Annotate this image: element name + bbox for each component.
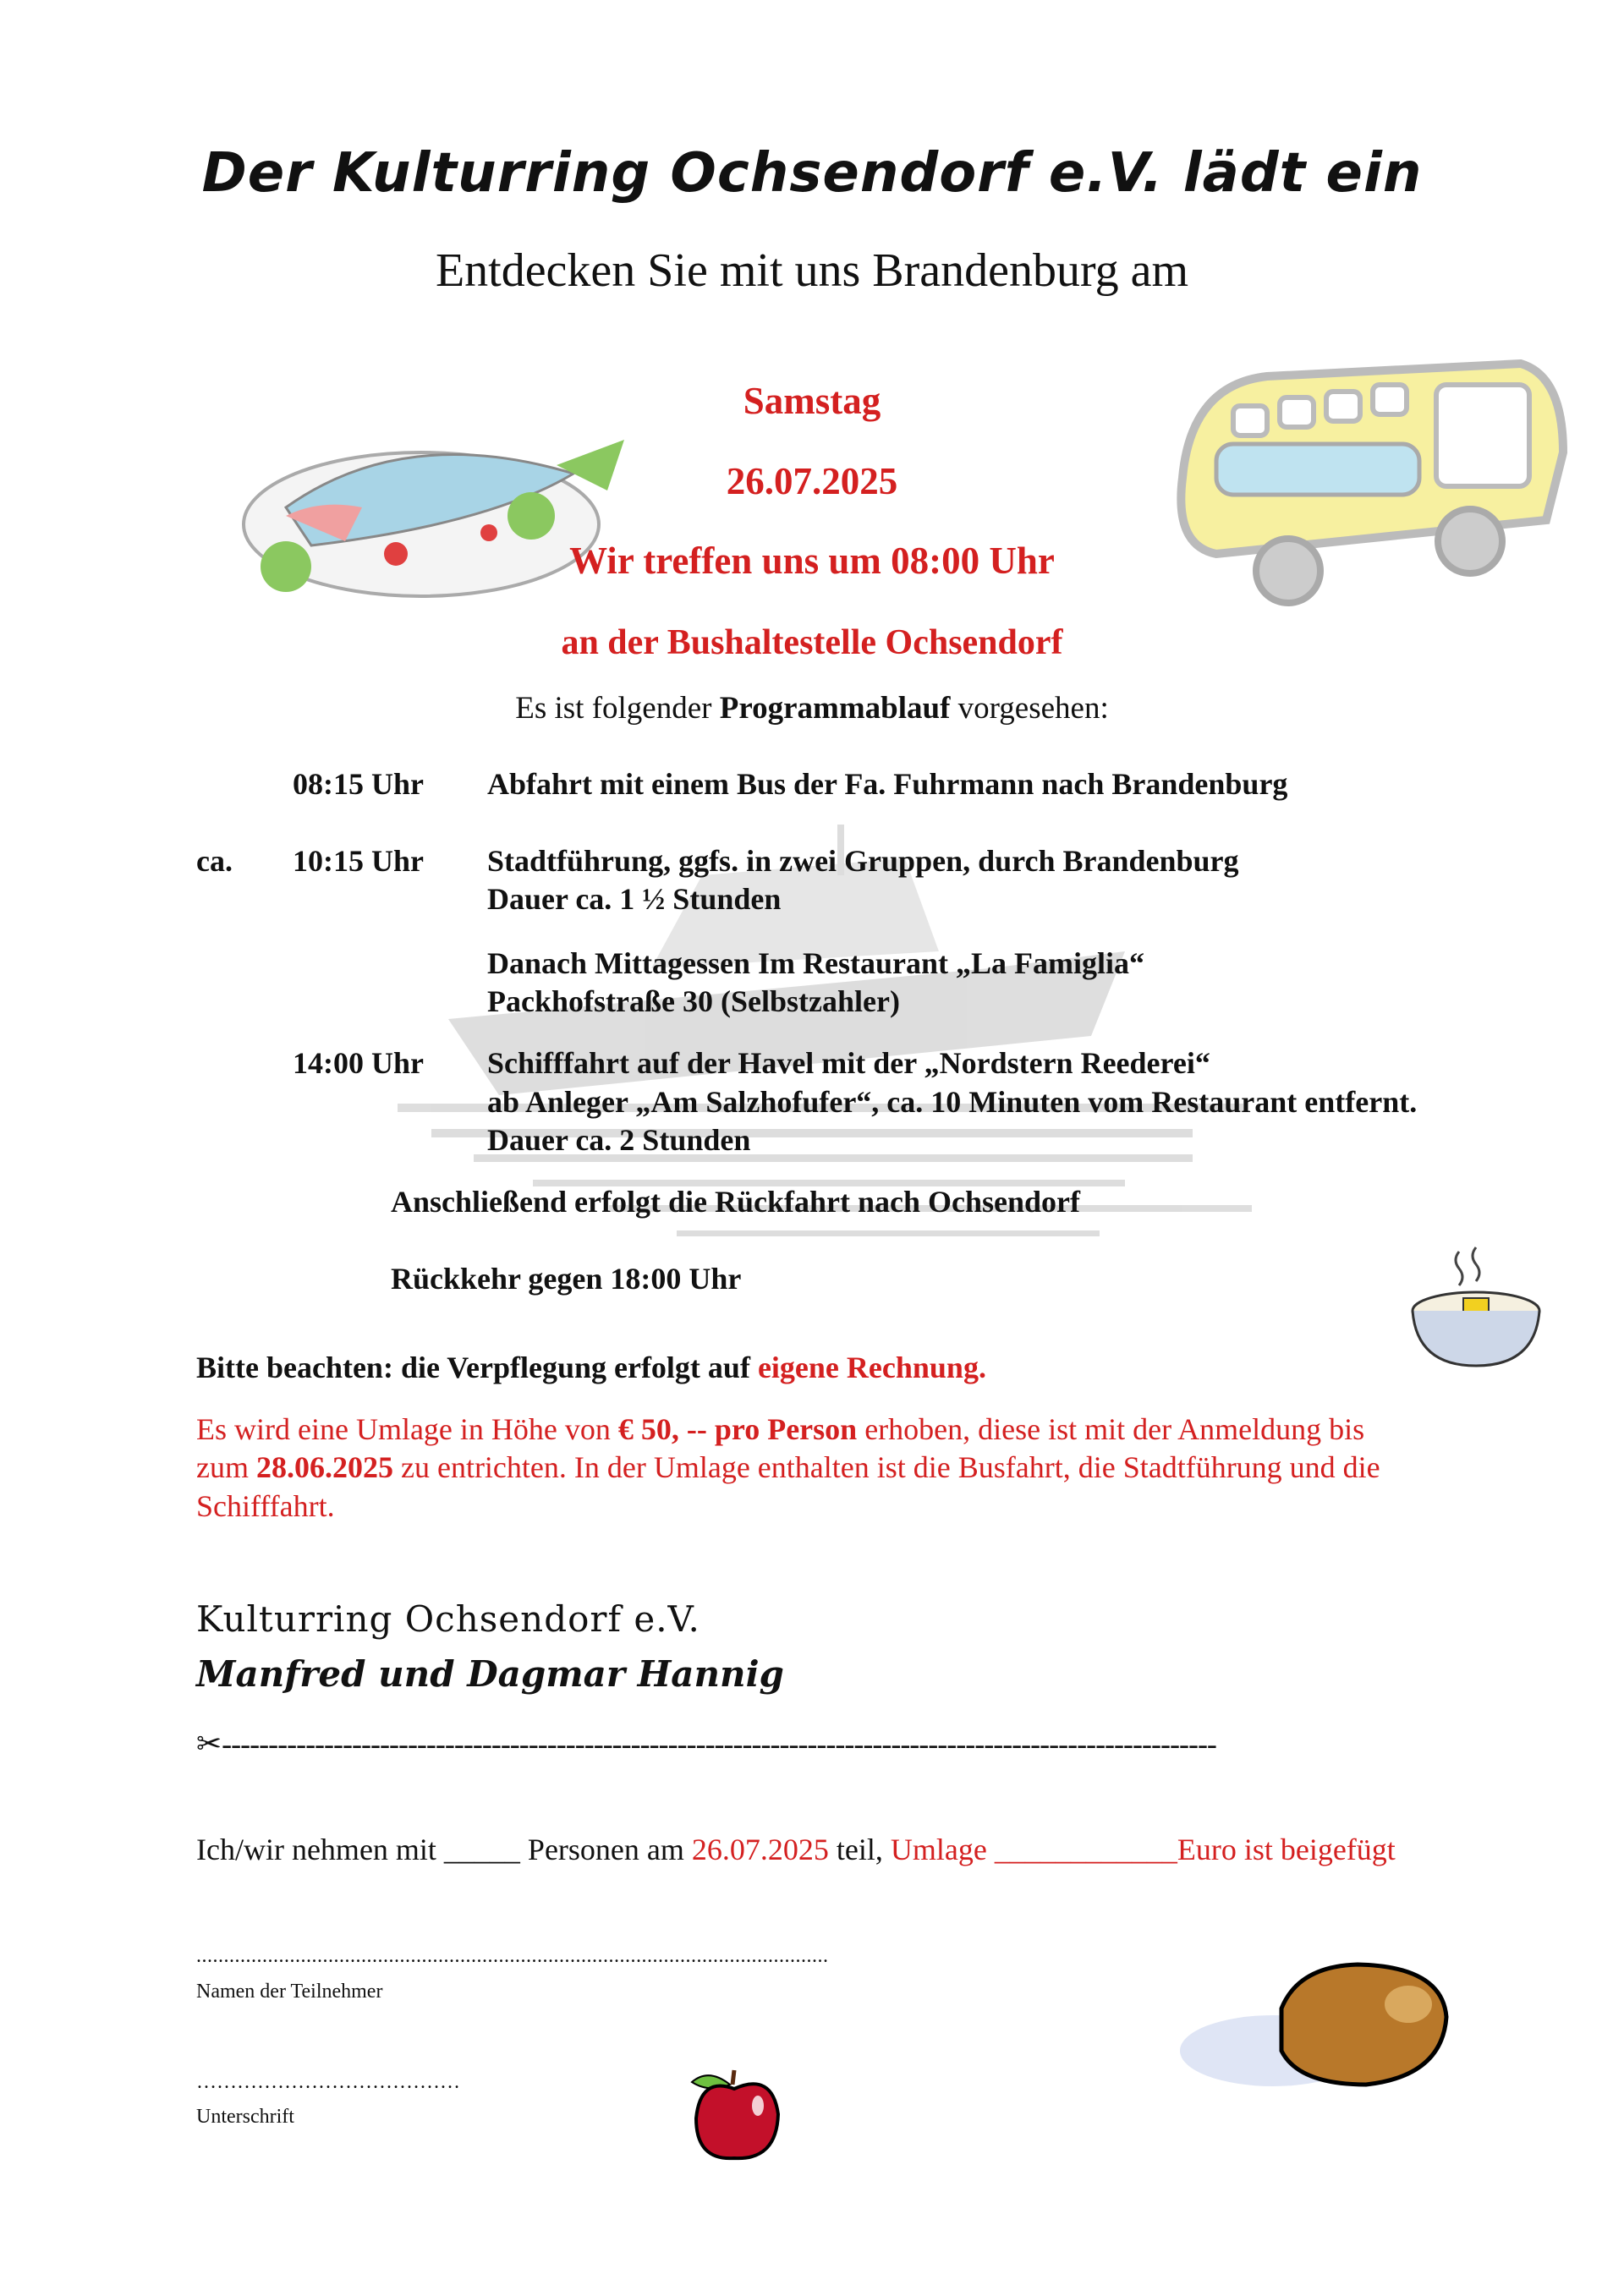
program-item-3-line-2: Packhofstraße 30 (Selbstzahler): [487, 984, 900, 1018]
program-item-2-line-2: Dauer ca. 1 ½ Stunden: [487, 882, 782, 916]
form-text: Umlage: [890, 1833, 995, 1866]
cut-dashes: -----------------------------------------------------------------------------------------------------------: [222, 1727, 1216, 1761]
potato-image: [1180, 1958, 1459, 2093]
program-time-1: 08:15 Uhr: [293, 767, 424, 801]
fee-amount: € 50, -- pro Person: [617, 1412, 858, 1446]
fee-text: zum: [196, 1450, 256, 1484]
note-highlight: eigene Rechnung.: [757, 1351, 986, 1384]
program-item-2-line-1: Stadtführung, ggfs. in zwei Gruppen, durch Brandenburg: [487, 844, 1239, 878]
participant-names-label: Namen der Teilnehmer: [196, 1981, 383, 2003]
scissors-icon: ✂: [196, 1727, 222, 1761]
return-time: Rückkehr gegen 18:00 Uhr: [391, 1262, 742, 1296]
registration-line: [196, 1831, 1396, 1869]
bowl-image: [1400, 1243, 1552, 1378]
program-item-4-line-3: Dauer ca. 2 Stunden: [487, 1123, 751, 1157]
program-item-4-line-1: Schifffahrt auf der Havel mit der „Nordstern Reederei“: [487, 1046, 1210, 1080]
program-item-3-line-1: Danach Mittagessen Im Restaurant „La Famiglia“: [487, 946, 1144, 980]
signature-names: Manfred und Dagmar Hannig: [196, 1653, 784, 1695]
cut-line: [196, 1725, 1216, 1763]
fee-text: zu entrichten. In der Umlage enthalten ist die Busfahrt, die Stadtführung und die: [392, 1450, 1380, 1484]
page-title: Der Kulturring Ochsendorf e.V. lädt ein: [201, 142, 1423, 205]
signature-label: Unterschrift: [196, 2106, 294, 2128]
fee-text: Es wird eine Umlage in Höhe von: [196, 1412, 618, 1446]
form-text: teil,: [828, 1833, 891, 1866]
fee-line-2: [196, 1449, 1380, 1487]
program-item-4-line-2: ab Anleger „Am Salzhofufer“, ca. 10 Minuten vom Restaurant entfernt.: [487, 1085, 1418, 1119]
note-text: Bitte beachten: die Verpflegung erfolgt auf: [196, 1351, 758, 1384]
apple-image: [683, 2063, 785, 2165]
event-date: 26.07.2025: [726, 460, 898, 502]
catering-note: [196, 1349, 986, 1387]
signature-field[interactable]: …………………………………: [196, 2071, 460, 2093]
fee-text: erhoben, diese ist mit der Anmeldung bis: [857, 1412, 1365, 1446]
meeting-place: an der Bushaltestelle Ochsendorf: [561, 623, 1063, 662]
return-trip: Anschließend erfolgt die Rückfahrt nach Ochsendorf: [391, 1185, 1081, 1219]
program-item-1-line-1: Abfahrt mit einem Bus der Fa. Fuhrmann nach Brandenburg: [487, 767, 1288, 801]
intro-bold: Programmablauf: [719, 691, 951, 726]
fee-deadline: 28.06.2025: [255, 1450, 393, 1484]
event-day: Samstag: [743, 380, 881, 422]
meeting-time: Wir treffen uns um 08:00 Uhr: [569, 540, 1055, 582]
signature-org: Kulturring Ochsendorf e.V.: [196, 1598, 700, 1640]
program-prefix-2: ca.: [196, 844, 233, 878]
fee-line-1: [196, 1411, 1364, 1449]
fee-line-3: Schifffahrt.: [196, 1489, 335, 1523]
participant-names-field[interactable]: ...................................................................................................................: [196, 1945, 829, 1967]
intro-text: Es ist folgender: [515, 691, 720, 726]
form-date: 26.07.2025: [691, 1833, 829, 1866]
fee-amount-field[interactable]: ____________: [994, 1833, 1177, 1866]
form-text: Ich/wir nehmen mit: [196, 1833, 444, 1866]
intro-suffix: vorgesehen:: [950, 691, 1109, 726]
form-text: Euro ist beigefügt: [1177, 1833, 1396, 1866]
persons-count-field[interactable]: _____: [443, 1833, 520, 1866]
subtitle: Entdecken Sie mit uns Brandenburg am: [435, 244, 1189, 297]
program-time-4: 14:00 Uhr: [293, 1046, 424, 1080]
program-time-2: 10:15 Uhr: [293, 844, 424, 878]
program-intro: [0, 690, 1624, 726]
fish-platter-image: [235, 397, 637, 622]
form-text: Personen am: [519, 1833, 692, 1866]
